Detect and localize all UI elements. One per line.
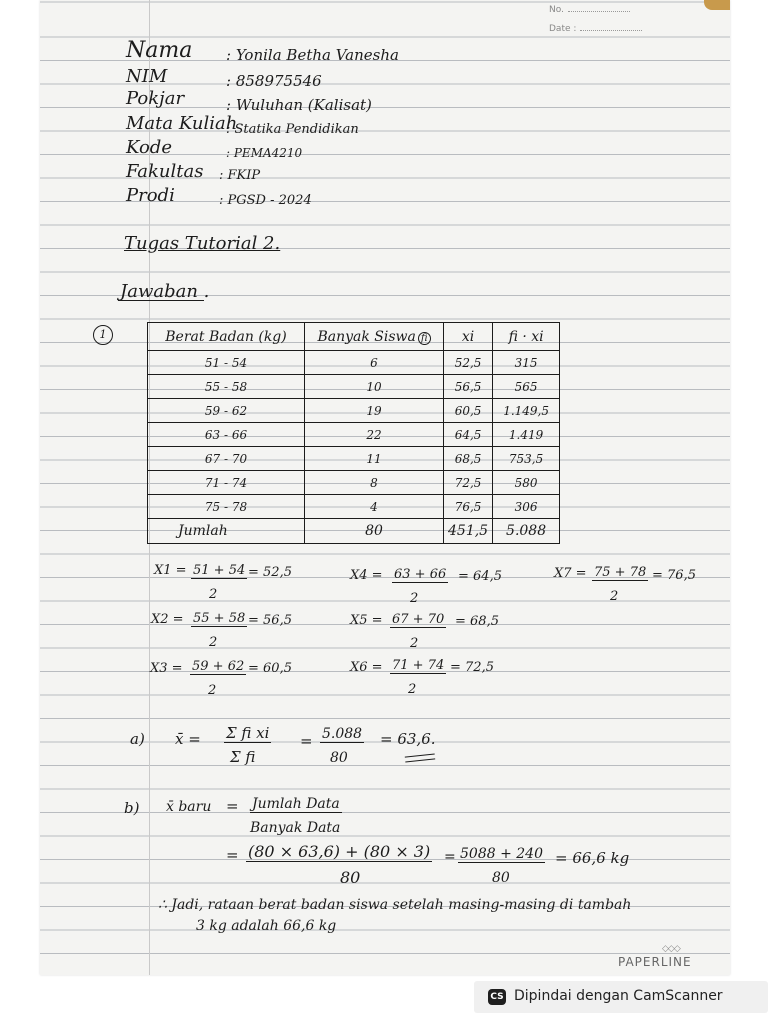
fraction-denominator: 80 <box>492 870 510 886</box>
table-row <box>148 447 560 471</box>
part-a-eq: = <box>300 732 313 750</box>
info-label-prodi: Prodi <box>126 185 175 206</box>
cell-xi: 68,5 <box>444 447 493 471</box>
midpoint-label: X4 = <box>350 568 383 583</box>
header-fi-mark: fi <box>418 332 431 345</box>
conclusion-line-1: ∴ Jadi, rataan berat badan siswa setelah masing-masing di tambah <box>158 897 632 913</box>
cell-fi: 11 <box>305 447 444 471</box>
fraction-denominator: Σ fi <box>230 748 256 766</box>
midpoint-result: = 76,5 <box>652 568 696 583</box>
part-a-result: = 63,6. <box>380 730 436 748</box>
table-row <box>148 423 560 447</box>
table-header-row <box>148 323 560 351</box>
info-value-pokjar: : Wuluhan (Kalisat) <box>226 96 372 114</box>
camscanner-badge <box>474 981 768 1013</box>
cell-interval: 75 - 78 <box>148 495 305 519</box>
part-b-eq: = <box>226 797 239 815</box>
header-xi: xi <box>444 323 493 351</box>
cell-interval: 59 - 62 <box>148 399 305 423</box>
info-value-nama: : Yonila Betha Vanesha <box>226 46 399 64</box>
header-banyak-siswa <box>305 323 444 351</box>
cell-fi: 4 <box>305 495 444 519</box>
frequency-table <box>147 322 560 544</box>
fraction-denominator: 2 <box>209 587 218 602</box>
table-row <box>148 495 560 519</box>
fraction-numerator: 59 + 62 <box>192 659 245 674</box>
table-row <box>148 471 560 495</box>
header-fixi: fi · xi <box>493 323 560 351</box>
cell-total-xi: 451,5 <box>444 519 493 544</box>
fraction-denominator: 2 <box>410 591 419 606</box>
info-value-fakultas: : FKIP <box>219 168 261 183</box>
cell-xi: 76,5 <box>444 495 493 519</box>
fraction-numerator: 63 + 66 <box>394 567 447 582</box>
cell-interval: 71 - 74 <box>148 471 305 495</box>
info-label-nama: Nama <box>126 38 193 63</box>
cell-fixi: 565 <box>493 375 560 399</box>
cell-fi: 19 <box>305 399 444 423</box>
midpoint-result: = 64,5 <box>458 569 502 584</box>
cell-xi: 56,5 <box>444 375 493 399</box>
midpoint-label: X2 = <box>151 612 184 627</box>
info-value-nim: : 858975546 <box>226 72 322 90</box>
cell-fixi: 1.419 <box>493 423 560 447</box>
info-value-kode: : PEMA4210 <box>226 146 303 160</box>
cell-interval: 51 - 54 <box>148 351 305 375</box>
cell-total-fixi: 5.088 <box>493 519 560 544</box>
info-label-nim: NIM <box>126 66 168 87</box>
cell-fi: 22 <box>305 423 444 447</box>
midpoint-result: = 56,5 <box>248 613 292 628</box>
cell-fixi: 753,5 <box>493 447 560 471</box>
cell-fi: 10 <box>305 375 444 399</box>
fraction-numerator: 51 + 54 <box>193 563 246 578</box>
cell-fixi: 315 <box>493 351 560 375</box>
midpoint-label: X3 = <box>150 661 183 676</box>
no-label: No. <box>549 5 564 15</box>
answer-heading: Jawaban . <box>120 281 210 302</box>
info-value-prodi: : PGSD - 2024 <box>219 193 312 208</box>
table-total-row <box>148 519 560 544</box>
paperline-brand: PAPERLINE <box>618 955 692 969</box>
page-title: Tugas Tutorial 2. <box>124 233 281 254</box>
part-b-line2-result: = 66,6 kg <box>555 849 630 867</box>
fraction-numerator: (80 × 63,6) + (80 × 3) <box>248 842 431 861</box>
midpoint-result: = 68,5 <box>455 614 499 629</box>
cell-fixi: 1.149,5 <box>493 399 560 423</box>
part-b-line2-eq: = <box>226 846 239 864</box>
cell-xi: 60,5 <box>444 399 493 423</box>
cell-interval: 67 - 70 <box>148 447 305 471</box>
table-row <box>148 375 560 399</box>
header-banyak-siswa-label: Banyak Siswa <box>317 328 416 345</box>
midpoint-label: X5 = <box>350 613 383 628</box>
cell-fi: 6 <box>305 351 444 375</box>
fraction-numerator: Σ fi xi <box>226 724 270 742</box>
info-label-pokjar: Pokjar <box>126 88 185 109</box>
cell-fixi: 580 <box>493 471 560 495</box>
cell-total-fi: 80 <box>305 519 444 544</box>
info-label-kode: Kode <box>126 137 172 158</box>
info-label-fakultas: Fakultas <box>126 161 204 182</box>
midpoint-result: = 52,5 <box>248 565 292 580</box>
fraction-denominator: 2 <box>408 682 417 697</box>
midpoint-result: = 60,5 <box>248 661 292 676</box>
fraction-denominator: 2 <box>208 683 217 698</box>
midpoint-result: = 72,5 <box>450 660 494 675</box>
fraction-numerator: 5088 + 240 <box>460 846 543 862</box>
camscanner-logo-icon: CS <box>488 989 506 1005</box>
header-berat-badan: Berat Badan (kg) <box>148 323 305 351</box>
fraction-denominator: Banyak Data <box>250 820 341 836</box>
table-row <box>148 351 560 375</box>
fraction-numerator: 55 + 58 <box>193 611 246 626</box>
cell-interval: 55 - 58 <box>148 375 305 399</box>
fraction-denominator: 2 <box>410 636 419 651</box>
table-row <box>148 399 560 423</box>
cell-xi: 64,5 <box>444 423 493 447</box>
midpoint-label: X7 = <box>554 566 587 581</box>
cell-total-label: Jumlah <box>148 519 305 544</box>
conclusion-line-2: 3 kg adalah 66,6 kg <box>196 918 337 934</box>
cell-interval: 63 - 66 <box>148 423 305 447</box>
part-a-label: a) <box>130 730 145 748</box>
fraction-denominator: 2 <box>610 589 619 604</box>
fraction-numerator: Jumlah Data <box>252 796 340 812</box>
fraction-numerator: 71 + 74 <box>392 658 445 673</box>
part-b-line2-eq2: = <box>444 849 456 865</box>
fraction-numerator: 5.088 <box>322 726 363 742</box>
cell-fixi: 306 <box>493 495 560 519</box>
part-b-xbar: x̄ baru <box>166 799 212 815</box>
answer-underline <box>118 300 204 301</box>
midpoint-label: X6 = <box>350 660 383 675</box>
fraction-denominator: 80 <box>340 868 361 887</box>
camscanner-text: Dipindai dengan CamScanner <box>514 988 723 1004</box>
midpoint-label: X1 = <box>154 563 187 578</box>
part-a-xbar: x̄ = <box>175 730 201 748</box>
question-number: 1 <box>93 325 113 345</box>
corner-tab <box>704 0 730 10</box>
date-label: Date : <box>549 24 577 34</box>
paperline-logo-icon: ◇◇◇ <box>662 944 680 954</box>
fraction-denominator: 2 <box>209 635 218 650</box>
no-field <box>549 5 630 15</box>
info-label-matakuliah: Mata Kuliah <box>126 113 238 134</box>
cell-xi: 52,5 <box>444 351 493 375</box>
fraction-denominator: 80 <box>330 750 348 766</box>
fraction-numerator: 67 + 70 <box>392 612 445 627</box>
info-value-matakuliah: : Statika Pendidikan <box>226 122 359 137</box>
part-b-label: b) <box>124 799 140 817</box>
cell-fi: 8 <box>305 471 444 495</box>
fraction-numerator: 75 + 78 <box>594 565 647 580</box>
date-field <box>549 24 642 34</box>
cell-xi: 72,5 <box>444 471 493 495</box>
